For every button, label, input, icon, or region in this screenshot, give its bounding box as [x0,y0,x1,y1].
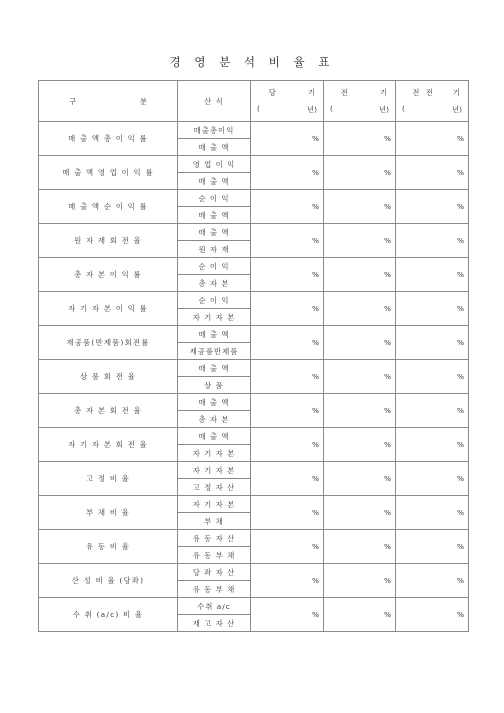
ratio-name: 고 정 비 율 [39,462,178,496]
header-category-right: 분 [139,96,147,106]
header-category-left: 구 [69,96,77,106]
table-row [39,326,469,343]
percent-previous: % [324,428,396,462]
percent-current: % [251,394,324,428]
ratio-name: 수 취 (a/c) 비 율 [39,598,178,632]
formula-numerator: 매 출 액 [178,360,251,377]
table-row [39,292,469,309]
header-period-year: 년) [306,105,317,114]
percent-previous: % [324,360,396,394]
percent-current: % [251,530,324,564]
formula-numerator: 매출총이익 [178,122,251,139]
formula-numerator: 당 좌 자 산 [178,564,251,581]
ratio-name: 총 자 본 이 익 률 [39,258,178,292]
percent-previous: % [324,326,396,360]
table-row [39,496,469,513]
percent-before-previous: % [396,564,469,598]
percent-current: % [251,462,324,496]
percent-before-previous: % [396,598,469,632]
page-title: 경 영 분 석 비 율 표 [169,55,335,69]
formula-numerator: 순 이 익 [178,190,251,207]
formula-denominator: 총 자 본 [178,275,251,292]
ratio-name: 매 출 액 총 이 익 률 [39,122,178,156]
percent-current: % [251,598,324,632]
percent-current: % [251,496,324,530]
ratio-name: 매 출 액 순 이 익 률 [39,190,178,224]
percent-previous: % [324,564,396,598]
header-period-label-b: 기 [452,88,462,97]
percent-previous: % [324,598,396,632]
ratio-name: 총 자 본 회 전 율 [39,394,178,428]
percent-before-previous: % [396,258,469,292]
percent-current: % [251,190,324,224]
percent-before-previous: % [396,122,469,156]
ratio-name: 자 기 자 본 회 전 율 [39,428,178,462]
percent-previous: % [324,190,396,224]
formula-denominator: 총 자 본 [178,411,251,428]
percent-before-previous: % [396,190,469,224]
percent-current: % [251,224,324,258]
percent-previous: % [324,258,396,292]
table-row [39,530,469,547]
formula-numerator: 매 출 액 [178,428,251,445]
ratio-name: 유 동 비 율 [39,530,178,564]
percent-previous: % [324,462,396,496]
header-period-year: 년) [378,105,389,114]
ratio-table [38,80,469,632]
header-period-open: ( [402,104,405,113]
percent-before-previous: % [396,326,469,360]
percent-previous: % [324,394,396,428]
ratio-name: 부 채 비 율 [39,496,178,530]
formula-numerator: 자 기 자 본 [178,496,251,513]
header-period-year: 년) [451,105,462,114]
formula-denominator: 자 기 자 본 [178,309,251,326]
percent-current: % [251,360,324,394]
formula-denominator: 재공품반제품 [178,343,251,360]
ratio-name: 자 기 자 본 이 익 률 [39,292,178,326]
header-period-open: ( [330,104,333,113]
formula-denominator: 유 동 부 채 [178,581,251,598]
table-row [39,428,469,445]
table-row [39,564,469,581]
percent-before-previous: % [396,530,469,564]
header-period-current [251,81,324,122]
ratio-name: 산 성 비 율 (당좌) [39,564,178,598]
formula-numerator: 자 기 자 본 [178,462,251,479]
percent-before-previous: % [396,394,469,428]
header-period-label-a: 전 전 [412,88,435,97]
formula-denominator: 고 정 자 산 [178,479,251,496]
percent-previous: % [324,292,396,326]
percent-before-previous: % [396,224,469,258]
formula-denominator: 원 자 재 [178,241,251,258]
percent-previous: % [324,530,396,564]
ratio-name: 재공품(반제품)회전률 [39,326,178,360]
percent-current: % [251,122,324,156]
percent-previous: % [324,224,396,258]
formula-numerator: 순 이 익 [178,292,251,309]
formula-numerator: 매 출 액 [178,224,251,241]
percent-current: % [251,326,324,360]
ratio-name: 상 품 회 전 율 [39,360,178,394]
percent-previous: % [324,156,396,190]
formula-denominator: 부 채 [178,513,251,530]
percent-before-previous: % [396,156,469,190]
formula-denominator: 유 동 부 채 [178,547,251,564]
header-period-before-previous [396,81,469,122]
header-period-previous [324,81,396,122]
percent-current: % [251,428,324,462]
percent-previous: % [324,496,396,530]
formula-denominator: 매 출 액 [178,173,251,190]
percent-current: % [251,156,324,190]
formula-numerator: 영 업 이 익 [178,156,251,173]
header-category [39,81,178,122]
ratio-name: 매 출 액 영 업 이 익 률 [39,156,178,190]
percent-current: % [251,292,324,326]
percent-before-previous: % [396,496,469,530]
table-row [39,122,469,139]
formula-numerator: 수취 a/c [178,598,251,615]
header-period-label-b: 기 [307,88,317,97]
percent-before-previous: % [396,360,469,394]
percent-before-previous: % [396,428,469,462]
formula-denominator: 재 고 자 산 [178,615,251,632]
table-row [39,598,469,615]
table-row [39,394,469,411]
header-period-label-b: 기 [379,88,389,97]
formula-numerator: 매 출 액 [178,326,251,343]
formula-denominator: 자 기 자 본 [178,445,251,462]
header-period-label-a: 당 [268,88,278,97]
percent-previous: % [324,122,396,156]
formula-numerator: 매 출 액 [178,394,251,411]
table-row [39,224,469,241]
ratio-name: 원 자 재 회 전 율 [39,224,178,258]
table-row [39,462,469,479]
percent-current: % [251,564,324,598]
header-period-label-a: 전 [340,88,350,97]
table-row [39,258,469,275]
percent-current: % [251,258,324,292]
header-row [39,81,469,122]
percent-before-previous: % [396,462,469,496]
table-row [39,190,469,207]
table-row [39,156,469,173]
formula-denominator: 매 출 액 [178,139,251,156]
formula-denominator: 상 품 [178,377,251,394]
percent-before-previous: % [396,292,469,326]
formula-denominator: 매 출 액 [178,207,251,224]
table-row [39,360,469,377]
header-period-open: ( [257,104,260,113]
formula-numerator: 유 동 자 산 [178,530,251,547]
header-formula: 산 식 [178,81,251,122]
formula-numerator: 순 이 익 [178,258,251,275]
